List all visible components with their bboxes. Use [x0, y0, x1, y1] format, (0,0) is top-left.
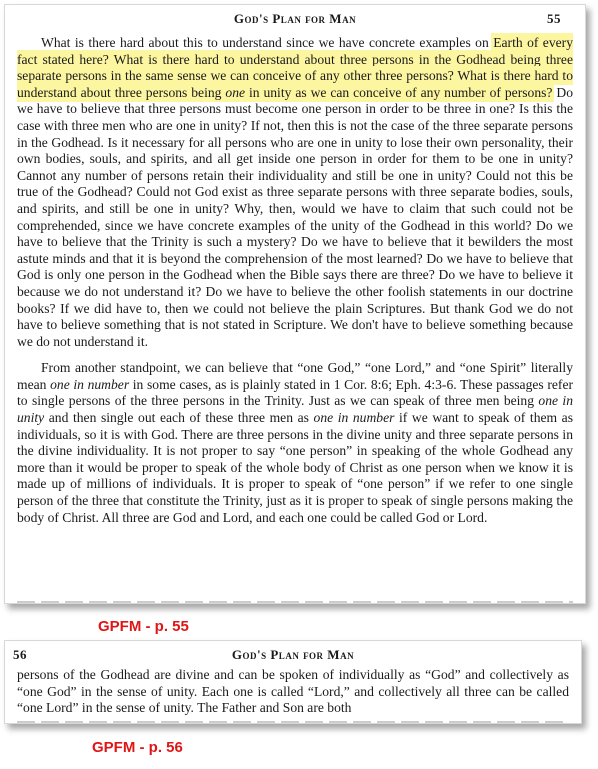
p2-emphasis-1: one in number	[50, 376, 130, 392]
page-55	[4, 4, 586, 604]
page-number: 55	[547, 11, 561, 26]
p2-text-2: in some cases, as is plainly stated in 1 Cor. 8:6; Eph. 4:3-6. These passages refer to single persons of the three persons in the Trinity. Just as we can speak of three men being	[17, 376, 574, 409]
running-title: God's Plan for Man	[233, 11, 357, 26]
running-title-56: God's Plan for Man	[231, 647, 355, 662]
p1-rest: Do we have to believe that three persons must become one person in order to be three in one? Is this the case with three men who are one in unity? If not, then this is not the case of the three separate persons in the Godhead. Is it necessary for all persons who are one in unity to lose their own personality, their own bodies, souls, and spirits, and all get inside one person in order for them to be one in unity? Cannot any number of persons retain their individuality and still be one in unity? Could not this be true of the Godhead? Could not God exist as three separate persons with three separate bodies, souls, and spirits, and still be one in unity? Why, then, would we have to claim that such could not be comprehended, since we have concrete examples of the unity of the Godhead in this world? Do we have to believe that the Trinity is such a mystery? Do we have to believe that it bewilders the most astute minds and that it is beyond the comprehension of the most learned? Do we have to believe that God is only one person in the Godhead when the Bible says there are three? Do we have to believe it because we do not understand it? Do we have to believe the other foolish statements in our doctrine books? If we did have to, then we could not believe the plain Scriptures. But thank God we do not have to believe something that is not stated in Scripture. We don't have to believe something because we do not understand it.	[17, 84, 573, 349]
cut-off-line-56	[17, 721, 569, 724]
cut-off-line	[17, 601, 573, 604]
page-56	[4, 640, 582, 724]
p1-plain-start: What is there hard about this to understand since we have concrete examples on	[41, 35, 494, 50]
page-55-body	[17, 35, 573, 526]
paragraph-1	[17, 35, 573, 350]
p2-emphasis-2: one in unity	[17, 393, 573, 426]
paragraph-2	[17, 360, 573, 526]
page-56-paragraph: persons of the Godhead are divine and can be spoken of individually as “God” and collectively as “one God” in the sense of unity. Each one is called “Lord,” and collectively all three can be called “one Lord” in the sense of unity. The Father and Son are both	[17, 667, 569, 716]
p2-text-4: if we want to speak of them as individuals, so it is with God. There are three persons in the divine unity and three separate persons in the divine individuality. It is not proper to say “one person” in speaking of the whole Godhead any more than it would be proper to speak of the whole body of Christ as one person when we know it is made up of millions of individuals. It is proper to speak of “one person” if we refer to one single person of the three that constitute the Trinity, just as it is proper to speak of single persons making the body of Christ. All three are God and Lord, and each one could be called God or Lord.	[17, 410, 574, 525]
caption-page-56: GPFM - p. 56	[92, 739, 183, 756]
page-56-body	[17, 667, 569, 717]
caption-page-55: GPFM - p. 55	[98, 618, 189, 635]
highlight-text-1: Earth of every fact stated here? What is there hard to understand about three persons in the Godhead being three separate persons in the same sense we can conceive of any other three persons? What is there hard to understand about three persons being	[17, 35, 573, 100]
p2-text-3: and then single out each of these three men as	[44, 410, 314, 426]
page-number-56: 56	[13, 647, 27, 662]
p2-text-1: From another standpoint, we can believe that “one God,” “one Lord,” and “one Spirit” literally mean	[17, 360, 573, 392]
highlight-text-2: in unity as we can conceive of any number of persons?	[245, 84, 553, 100]
highlight-emphasis: one	[225, 84, 246, 100]
p2-emphasis-3: one in number	[313, 410, 395, 426]
